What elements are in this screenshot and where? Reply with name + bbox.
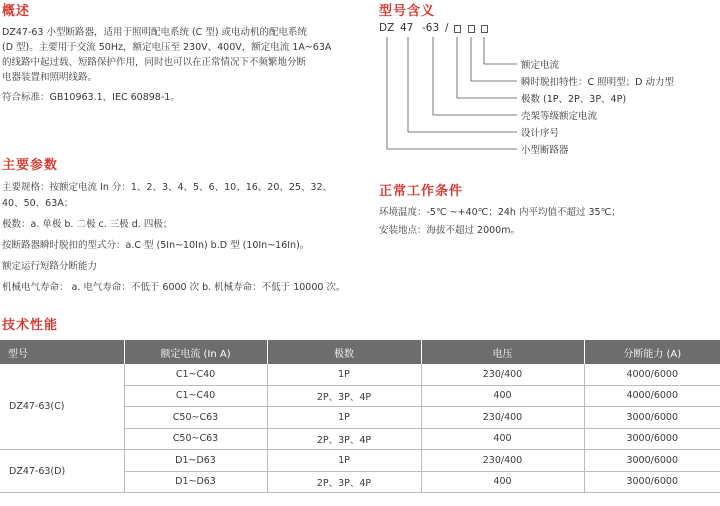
conditions-heading: 正常工作条件: [379, 184, 464, 199]
cell: 400: [421, 471, 584, 493]
overview-line: 电器装置和照明线路。: [2, 72, 98, 83]
param-line: 主要规格：按额定电流 In 分：1、2、3、4、5、6、10、16、20、25、32、: [2, 182, 333, 193]
overview-line: (D 型)。主要用于交流 50Hz，额定电压至 230V、400V，额定电流 1A~63A: [2, 42, 332, 53]
tech-heading: 技术性能: [2, 318, 59, 333]
condition-line: 安装地点：海拔不超过 2000m。: [379, 225, 520, 236]
overview-text: [2, 25, 354, 105]
model-code-frame: -63: [422, 22, 440, 34]
model-box-poles: [454, 25, 461, 33]
cell: 400: [421, 428, 584, 450]
table-row: [0, 450, 720, 472]
cell: 1P: [267, 450, 421, 472]
overview-line: DZ47-63 小型断路器，适用于照明配电系统 (C 型) 或电动机的配电系统: [2, 27, 308, 38]
cell: 4000/6000: [584, 364, 720, 385]
model-label-poles: 极数 (1P、2P、3P、4P): [521, 94, 627, 105]
header-breaking-capacity: 分断能力 (A): [584, 340, 720, 364]
model-box-trip: [468, 25, 475, 33]
overview-line: 的线路中起过载、短路保护作用，同时也可以在正常情况下不频繁地分断: [2, 57, 307, 68]
model-code-series: 47: [400, 22, 414, 34]
header-model: 型号: [0, 340, 124, 364]
cell: 1P: [267, 407, 421, 429]
cell: 400: [421, 385, 584, 407]
model-diagram: [379, 22, 719, 162]
model-code-dz: DZ: [379, 22, 395, 34]
cell: D1~D63: [124, 471, 267, 493]
cell: 3000/6000: [584, 471, 720, 493]
cell: 230/400: [421, 364, 584, 385]
model-cell: DZ47-63(C): [0, 364, 124, 450]
cell: 2P、3P、4P: [267, 428, 421, 450]
cell: 3000/6000: [584, 450, 720, 472]
model-label-design-no: 设计序号: [521, 128, 560, 139]
param-line: 40、50、63A；: [2, 198, 74, 209]
param-line: 机械电气寿命： a. 电气寿命：不低于 6000 次 b. 机械寿命：不低于 10000 次。: [2, 282, 346, 293]
model-meaning-heading: 型号含义: [379, 4, 436, 19]
header-voltage: 电压: [421, 340, 584, 364]
cell: 3000/6000: [584, 407, 720, 429]
cell: D1~D63: [124, 450, 267, 472]
table-header-row: [0, 340, 720, 364]
model-label-trip-type: 瞬时脱扣特性：C 照明型；D 动力型: [521, 77, 674, 88]
cell: 230/400: [421, 407, 584, 429]
param-line: 按断路器瞬时脱扣的型式分：a.C 型 (5In~10In) b.D 型 (10In~16In)。: [2, 240, 310, 251]
cell: C1~C40: [124, 385, 267, 407]
table-row: [0, 364, 720, 385]
header-poles: 极数: [267, 340, 421, 364]
cell: 4000/6000: [584, 385, 720, 407]
overview-heading: 概述: [2, 4, 31, 19]
condition-line: 环境温度：-5℃ ~+40℃；24h 内平均值不超过 35℃；: [379, 207, 621, 218]
model-code-slash: /: [445, 22, 449, 34]
cell: 2P、3P、4P: [267, 471, 421, 493]
cell: 1P: [267, 364, 421, 385]
model-label-mcb: 小型断路器: [521, 145, 569, 156]
main-params-heading: 主要参数: [2, 158, 59, 173]
param-line: 极数：a. 单极 b. 二极 c. 三极 d. 四极；: [2, 219, 173, 230]
param-line: 额定运行短路分断能力: [2, 261, 98, 272]
cell: 3000/6000: [584, 428, 720, 450]
standard-line: 符合标准：GB10963.1、IEC 60898-1。: [2, 92, 180, 103]
cell: 2P、3P、4P: [267, 385, 421, 407]
model-label-frame-current: 壳架等级额定电流: [521, 111, 598, 122]
cell: 230/400: [421, 450, 584, 472]
main-params-text: [2, 180, 372, 296]
cell: C50~C63: [124, 428, 267, 450]
spec-table: [0, 340, 720, 493]
model-cell: DZ47-63(D): [0, 450, 124, 493]
model-label-rated-current: 额定电流: [521, 60, 560, 71]
cell: C1~C40: [124, 364, 267, 385]
model-box-current: [481, 25, 488, 33]
header-rated-current: 额定电流 (In A): [124, 340, 267, 364]
conditions-text: [379, 204, 719, 240]
cell: C50~C63: [124, 407, 267, 429]
